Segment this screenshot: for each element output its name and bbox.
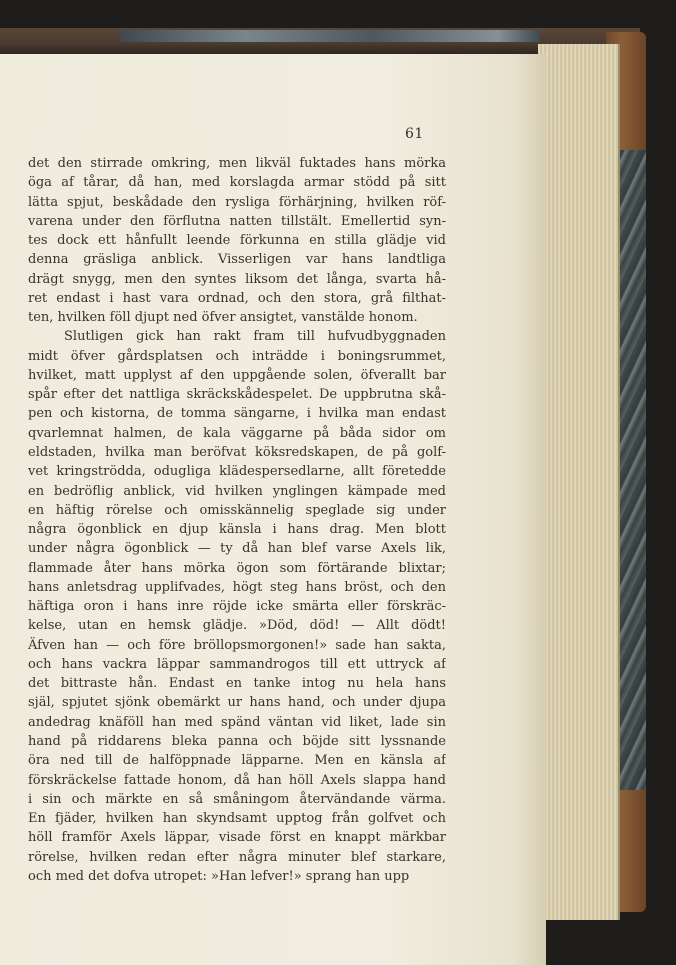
page-number: 61 (405, 126, 424, 142)
text-line: rörelse, hvilken redan efter några minuter blef starkare, (28, 849, 446, 865)
text-line: det bittraste hån. Endast en tanke intog nu hela hans (28, 676, 446, 692)
text-line: Äfven han — och före bröllopsmorgonen!» sade han sakta, (28, 637, 446, 653)
page-text (28, 154, 446, 886)
text-line: öra ned till de halföppnade läpparne. Men en känsla af (28, 753, 446, 769)
text-line: själ, spjutet sjönk obemärkt ur hans hand, och under djupa (28, 695, 446, 711)
text-line: pen och kistorna, de tomma sängarne, i hvilka man endast (28, 406, 446, 422)
text-line: hvilket, matt upplyst af den uppgående solen, öfverallt bar (28, 367, 446, 383)
text-line: denna gräsliga anblick. Visserligen var hans landtliga (28, 252, 446, 268)
text-line: Slutligen gick han rakt fram till hufvudbyggnaden (64, 329, 446, 345)
text-line: häftiga oron i hans inre röjde icke smärta eller förskräc- (28, 599, 446, 615)
text-line: hans anletsdrag upplifvades, högt steg hans bröst, och den (28, 579, 446, 595)
text-line: en häftig rörelse och omisskännelig speglade sig under (28, 502, 446, 518)
marbled-endpaper (616, 150, 646, 790)
text-line: hand på riddarens bleka panna och böjde sitt lyssnande (28, 733, 446, 749)
text-line: tes dock ett hånfullt leende förkunna en stilla glädje vid (28, 233, 446, 249)
text-line: och hans vackra läppar sammandrogos till ett uttryck af (28, 656, 446, 672)
text-line: eldstaden, hvilka man beröfvat köksredskapen, de på golf- (28, 444, 446, 460)
text-line: kelse, utan en hemsk glädje. »Död, död! — Allt dödt! (28, 618, 446, 634)
text-line: andedrag knäföll han med spänd väntan vid liket, lade sin (28, 714, 446, 730)
cover-marbled-strip (120, 30, 540, 42)
text-line: En fjäder, hvilken han skyndsamt upptog från golfvet och (28, 811, 446, 827)
text-line: midt öfver gårdsplatsen och inträdde i boningsrummet, (28, 348, 446, 364)
text-line: i sin och märkte en så småningom återvändande värma. (28, 791, 446, 807)
text-line: höll framför Axels läppar, visade först en knappt märkbar (28, 830, 446, 846)
text-line: lätta spjut, beskådade den rysliga förhärjning, hvilken röf- (28, 194, 446, 210)
text-line: öga af tårar, då han, med korslagda armar stödd på sitt (28, 175, 446, 191)
text-line: en bedröflig anblick, vid hvilken ynglingen kämpade med (28, 483, 446, 499)
text-line: vet kringströdda, odugliga klädespersedlarne, allt företedde (28, 464, 446, 480)
page-edges-stack (538, 44, 620, 920)
text-line: några ögonblick en djup känsla i hans drag. Men blott (28, 522, 446, 538)
text-line: qvarlemnat halmen, de kala väggarne på båda sidor om (28, 425, 446, 441)
text-line: det den stirrade omkring, men likväl fuktades hans mörka (28, 156, 446, 171)
text-line: drägt snygg, men den syntes liksom det långa, svarta hå- (28, 271, 446, 287)
text-line: förskräckelse fattade honom, då han höll Axels slappa hand (28, 772, 446, 788)
text-line: och med det dofva utropet: »Han lefver!» sprang han upp (28, 868, 410, 884)
text-line: flammade åter hans mörka ögon som förtärande blixtar; (28, 560, 446, 576)
text-line: varena under den förflutna natten tillstält. Emellertid syn- (28, 213, 446, 229)
text-line: spår efter det nattliga skräckskådespelet. De uppbrutna skå- (28, 387, 446, 403)
text-line: ret endast i hast vara ordnad, och den stora, grå filthat- (28, 290, 446, 306)
text-line: ten, hvilken föll djupt ned öfver ansigtet, vanstälde honom. (28, 310, 418, 326)
text-line: under några ögonblick — ty då han blef varse Axels lik, (28, 541, 446, 557)
